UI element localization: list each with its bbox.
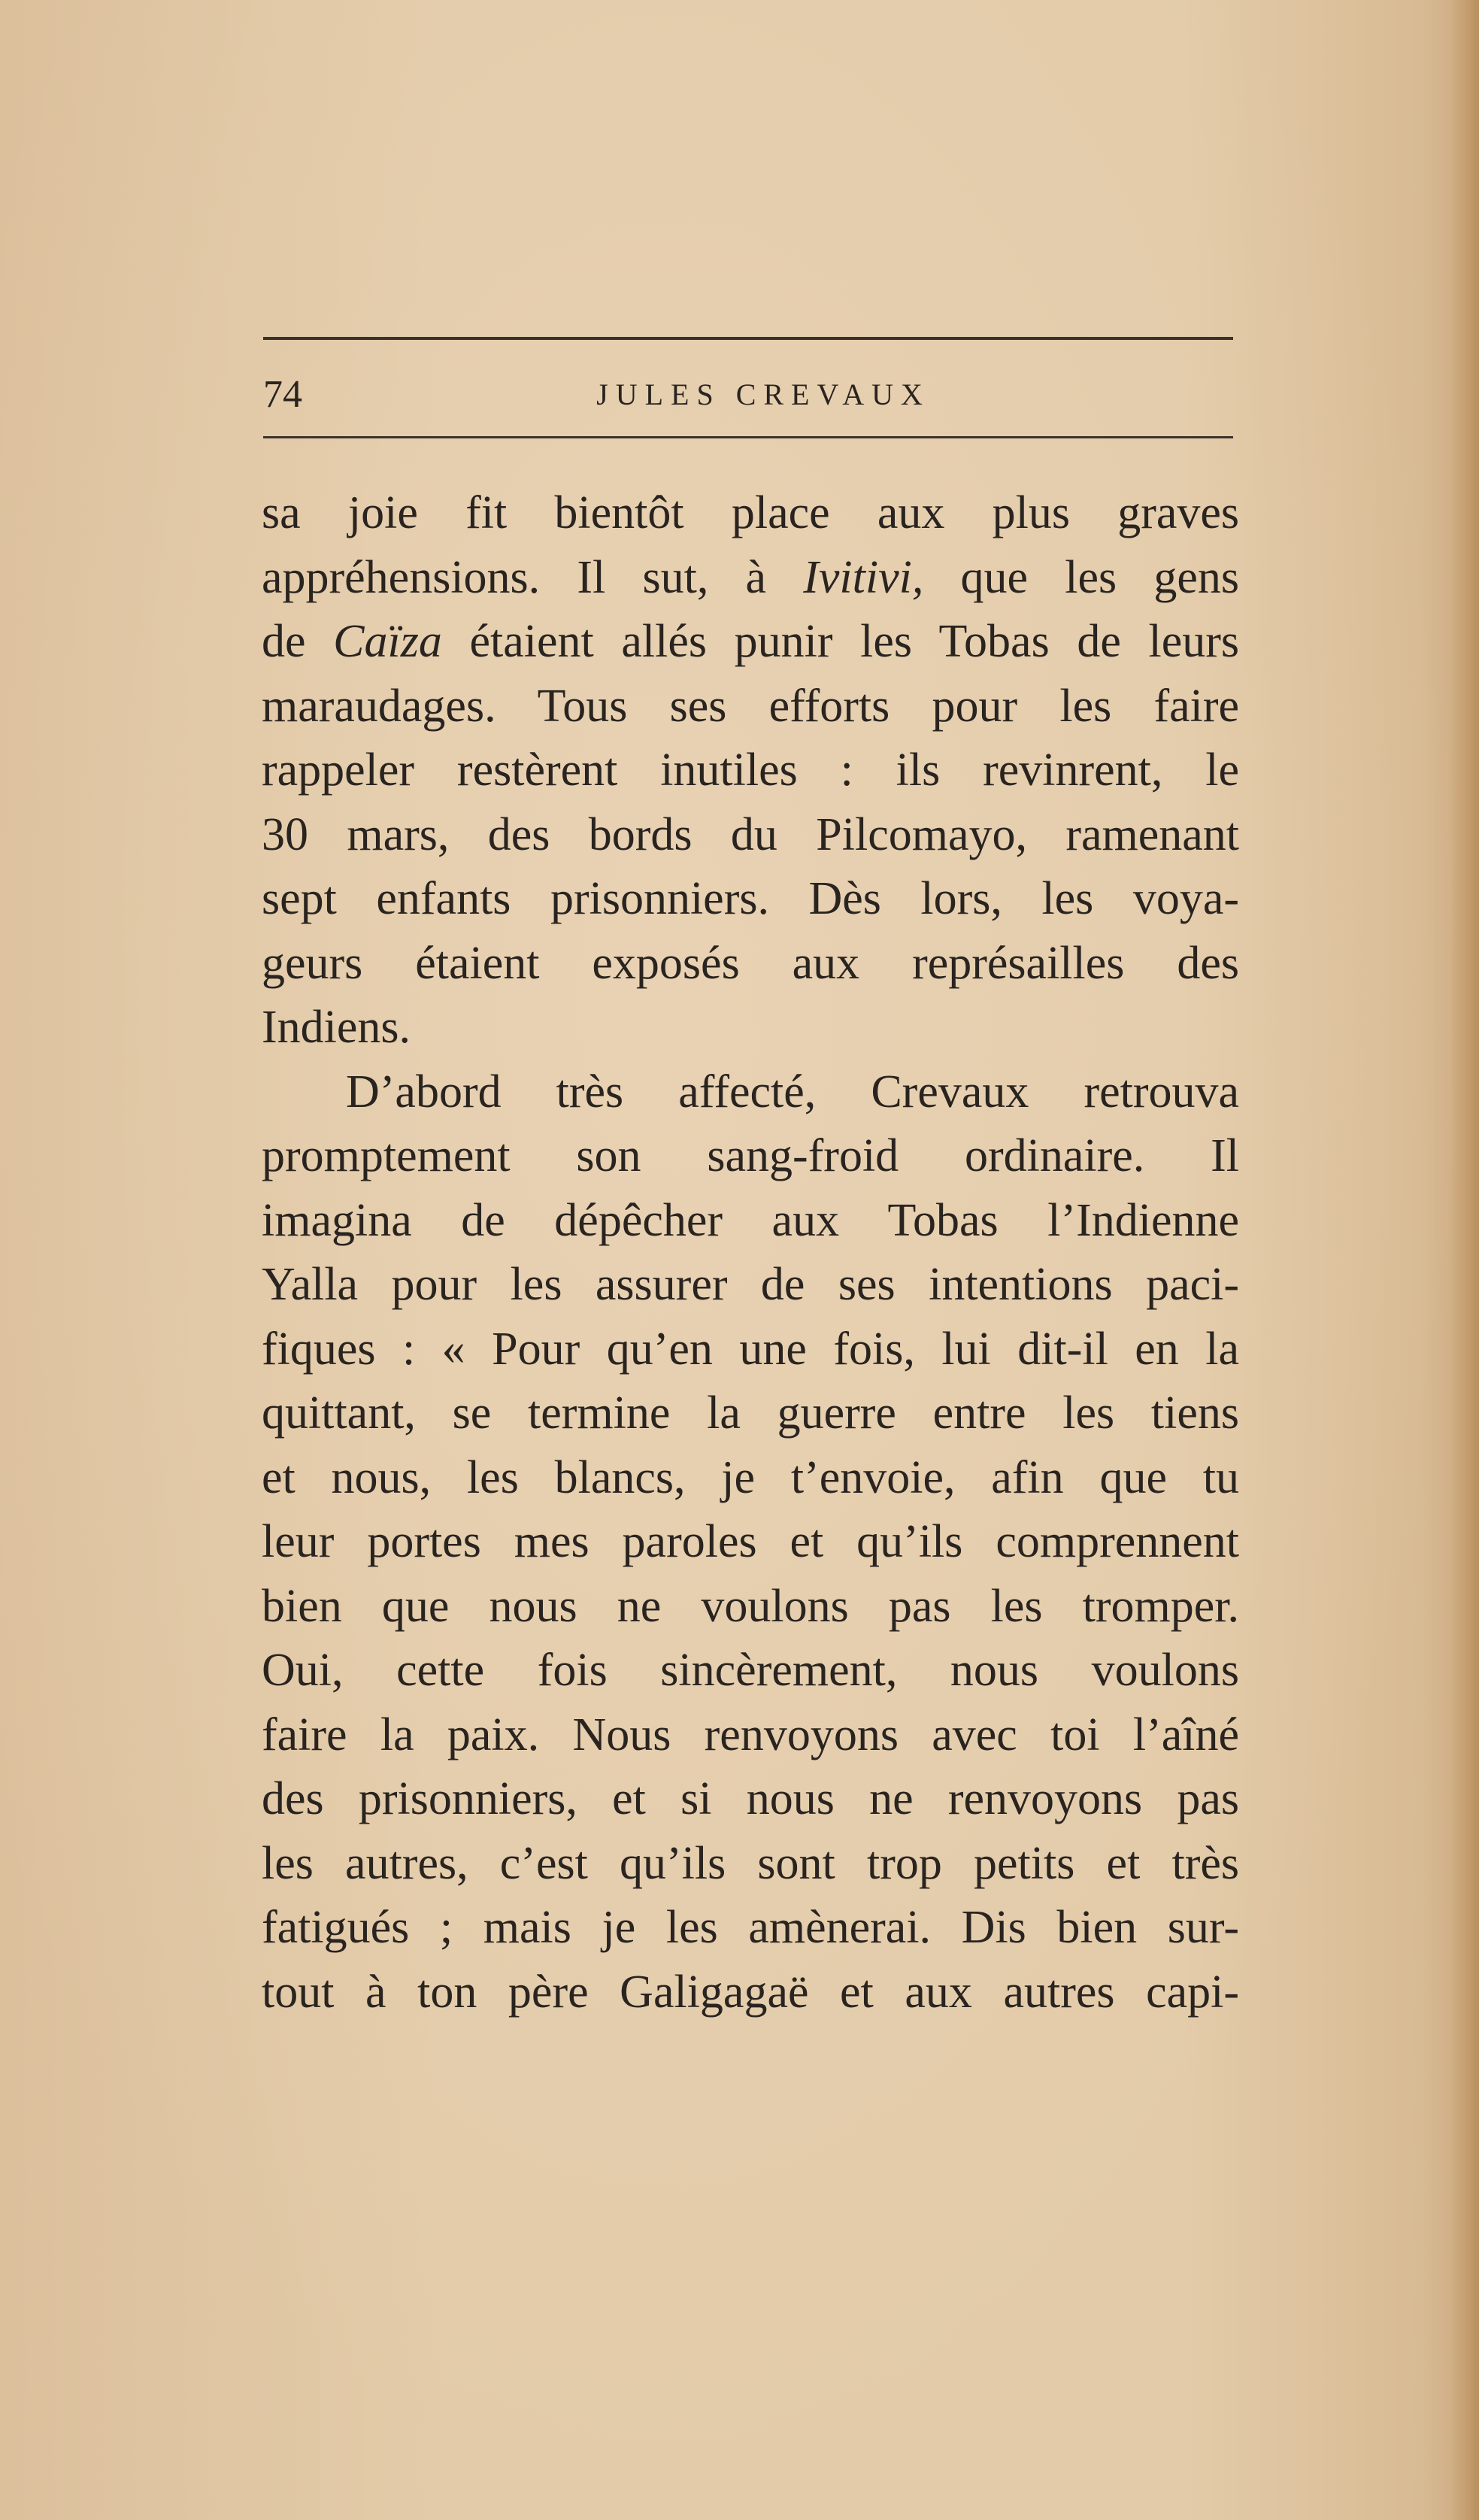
text-line: de Caïza étaient allés punir les Tobas de leurs (262, 616, 1239, 667)
page-edge (1450, 0, 1479, 2520)
text-line: geurs étaient exposés aux représailles des (262, 937, 1239, 989)
text-line: quittant, se termine la guerre entre les tiens (262, 1387, 1239, 1439)
text-line: promptement son sang-froid ordinaire. Il (262, 1130, 1239, 1181)
text-line: D’abord très affecté, Crevaux retrouva (346, 1066, 1239, 1117)
text-line: maraudages. Tous ses efforts pour les faire (262, 680, 1239, 732)
text-line: appréhensions. Il sut, à Ivitivi, que les gens (262, 551, 1239, 603)
text-line: sa joie fit bientôt place aux plus graves (262, 487, 1239, 538)
text-line: et nous, les blancs, je t’envoie, afin que tu (262, 1451, 1239, 1503)
header-rule-top (263, 337, 1233, 340)
text-line: sept enfants prisonniers. Dès lors, les voya- (262, 873, 1239, 924)
text-line: fatigués ; mais je les amènerai. Dis bien sur- (262, 1902, 1239, 1953)
text-line: tout à ton père Galigagaë et aux autres capi- (262, 1966, 1239, 2018)
header-rule-bottom (263, 436, 1233, 438)
text-line: bien que nous ne voulons pas les tromper. (262, 1580, 1239, 1632)
text-line: imagina de dépêcher aux Tobas l’Indienne (262, 1194, 1239, 1246)
page-number: 74 (263, 373, 302, 416)
text-line: des prisonniers, et si nous ne renvoyons pas (262, 1773, 1239, 1824)
text-line: 30 mars, des bords du Pilcomayo, ramenant (262, 808, 1239, 860)
text-line: Yalla pour les assurer de ses intentions paci- (262, 1259, 1239, 1310)
body-text (262, 481, 1239, 2024)
running-head: JULES CREVAUX (596, 378, 930, 411)
text-line: leur portes mes paroles et qu’ils comprennent (262, 1516, 1239, 1567)
page-header (263, 368, 1233, 421)
text-line: Indiens. (262, 1002, 411, 1053)
text-line: faire la paix. Nous renvoyons avec toi l’aîné (262, 1709, 1239, 1760)
text-line: rappeler restèrent inutiles : ils revinrent, le (262, 744, 1239, 796)
text-line: fiques : « Pour qu’en une fois, lui dit-il en la (262, 1323, 1239, 1375)
text-line: les autres, c’est qu’ils sont trop petits et très (262, 1837, 1239, 1889)
text-line: Oui, cette fois sincèrement, nous voulons (262, 1645, 1239, 1696)
